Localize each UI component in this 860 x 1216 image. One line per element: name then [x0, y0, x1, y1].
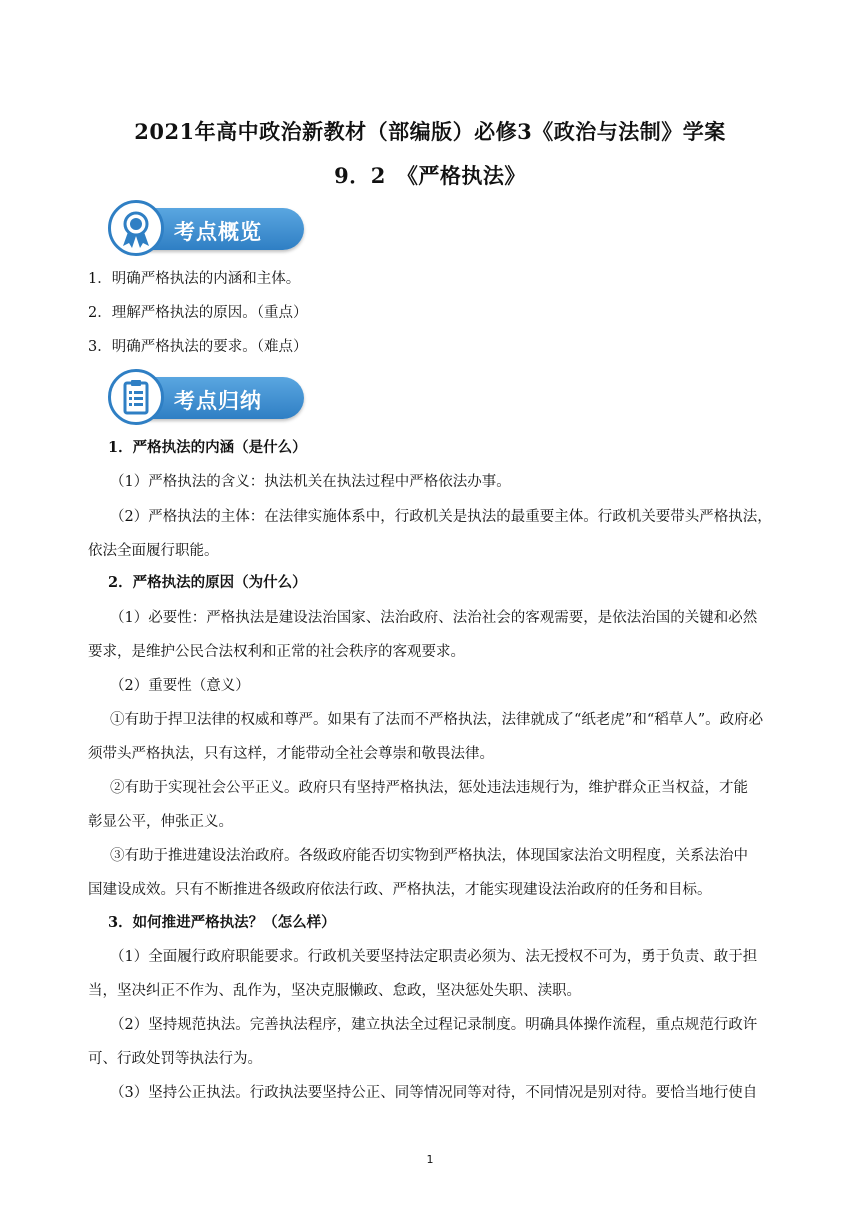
document-title: 2021年高中政治新教材（部编版）必修3《政治与法制》学案: [134, 119, 726, 144]
paragraph-line: 国建设成效。只有不断推进各级政府依法行政、严格执法，才能实现建设法治政府的任务和目标。: [88, 882, 712, 898]
overview-item: 2．理解严格执法的原因。（重点）: [88, 305, 308, 321]
overview-item: 3．明确严格执法的要求。（难点）: [88, 339, 308, 355]
overview-banner-label: 考点概览: [174, 220, 262, 244]
paragraph-line: ②有助于实现社会公平正义。政府只有坚持严格执法，惩处违法违规行为，维护群众正当权益，才能: [110, 780, 748, 796]
overview-item: 1．明确严格执法的内涵和主体。: [88, 271, 301, 287]
paragraph-line: （1）严格执法的含义：执法机关在执法过程中严格依法办事。: [110, 474, 511, 490]
section-heading: 2．严格执法的原因（为什么）: [108, 574, 307, 591]
overview-banner: [108, 200, 304, 258]
section-heading: 1．严格执法的内涵（是什么）: [108, 439, 307, 456]
paragraph-line: （2）严格执法的主体：在法律实施体系中，行政机关是执法的最重要主体。行政机关要带头严格执法，: [110, 509, 772, 525]
paragraph-line: 要求，是维护公民合法权利和正常的社会秩序的客观要求。: [88, 644, 465, 660]
paragraph-line: （1）全面履行政府职能要求。行政机关要坚持法定职责必须为、法无授权不可为，勇于负责、敢于担: [110, 949, 758, 965]
paragraph-line: （2）坚持规范执法。完善执法程序，建立执法全过程记录制度。明确具体操作流程，重点规范行政许: [110, 1017, 758, 1033]
clipboard-list-icon: [108, 369, 164, 425]
paragraph-line: 可、行政处罚等执法行为。: [88, 1051, 262, 1067]
summary-banner-label: 考点归纳: [174, 389, 262, 413]
paragraph-line: 依法全面履行职能。: [88, 543, 219, 559]
paragraph-line: 彰显公平，伸张正义。: [88, 814, 233, 830]
paragraph-line: （2）重要性（意义）: [110, 678, 250, 694]
paragraph-line: （3）坚持公正执法。行政执法要坚持公正、同等情况同等对待，不同情况是别对待。要恰当地行使自: [110, 1085, 758, 1101]
paragraph-line: （1）必要性：严格执法是建设法治国家、法治政府、法治社会的客观需要，是依法治国的关键和必然: [110, 610, 758, 626]
paragraph-line: ③有助于推进建设法治政府。各级政府能否切实物到严格执法，体现国家法治文明程度，关系法治中: [110, 848, 748, 864]
section-heading: 3．如何推进严格执法？（怎么样）: [108, 914, 336, 931]
paragraph-line: 当，坚决纠正不作为、乱作为，坚决克服懒政、怠政，坚决惩处失职、渎职。: [88, 983, 581, 999]
lesson-title: 9．2 《严格执法》: [334, 163, 526, 188]
summary-banner: [108, 369, 304, 427]
paragraph-line: 须带头严格执法，只有这样，才能带动全社会尊崇和敬畏法律。: [88, 746, 494, 762]
award-medal-icon: [108, 200, 164, 256]
page-number: 1: [426, 1153, 434, 1166]
paragraph-line: ①有助于捍卫法律的权威和尊严。如果有了法而不严格执法，法律就成了“纸老虎”和“稻草人”。政府必: [110, 712, 764, 728]
